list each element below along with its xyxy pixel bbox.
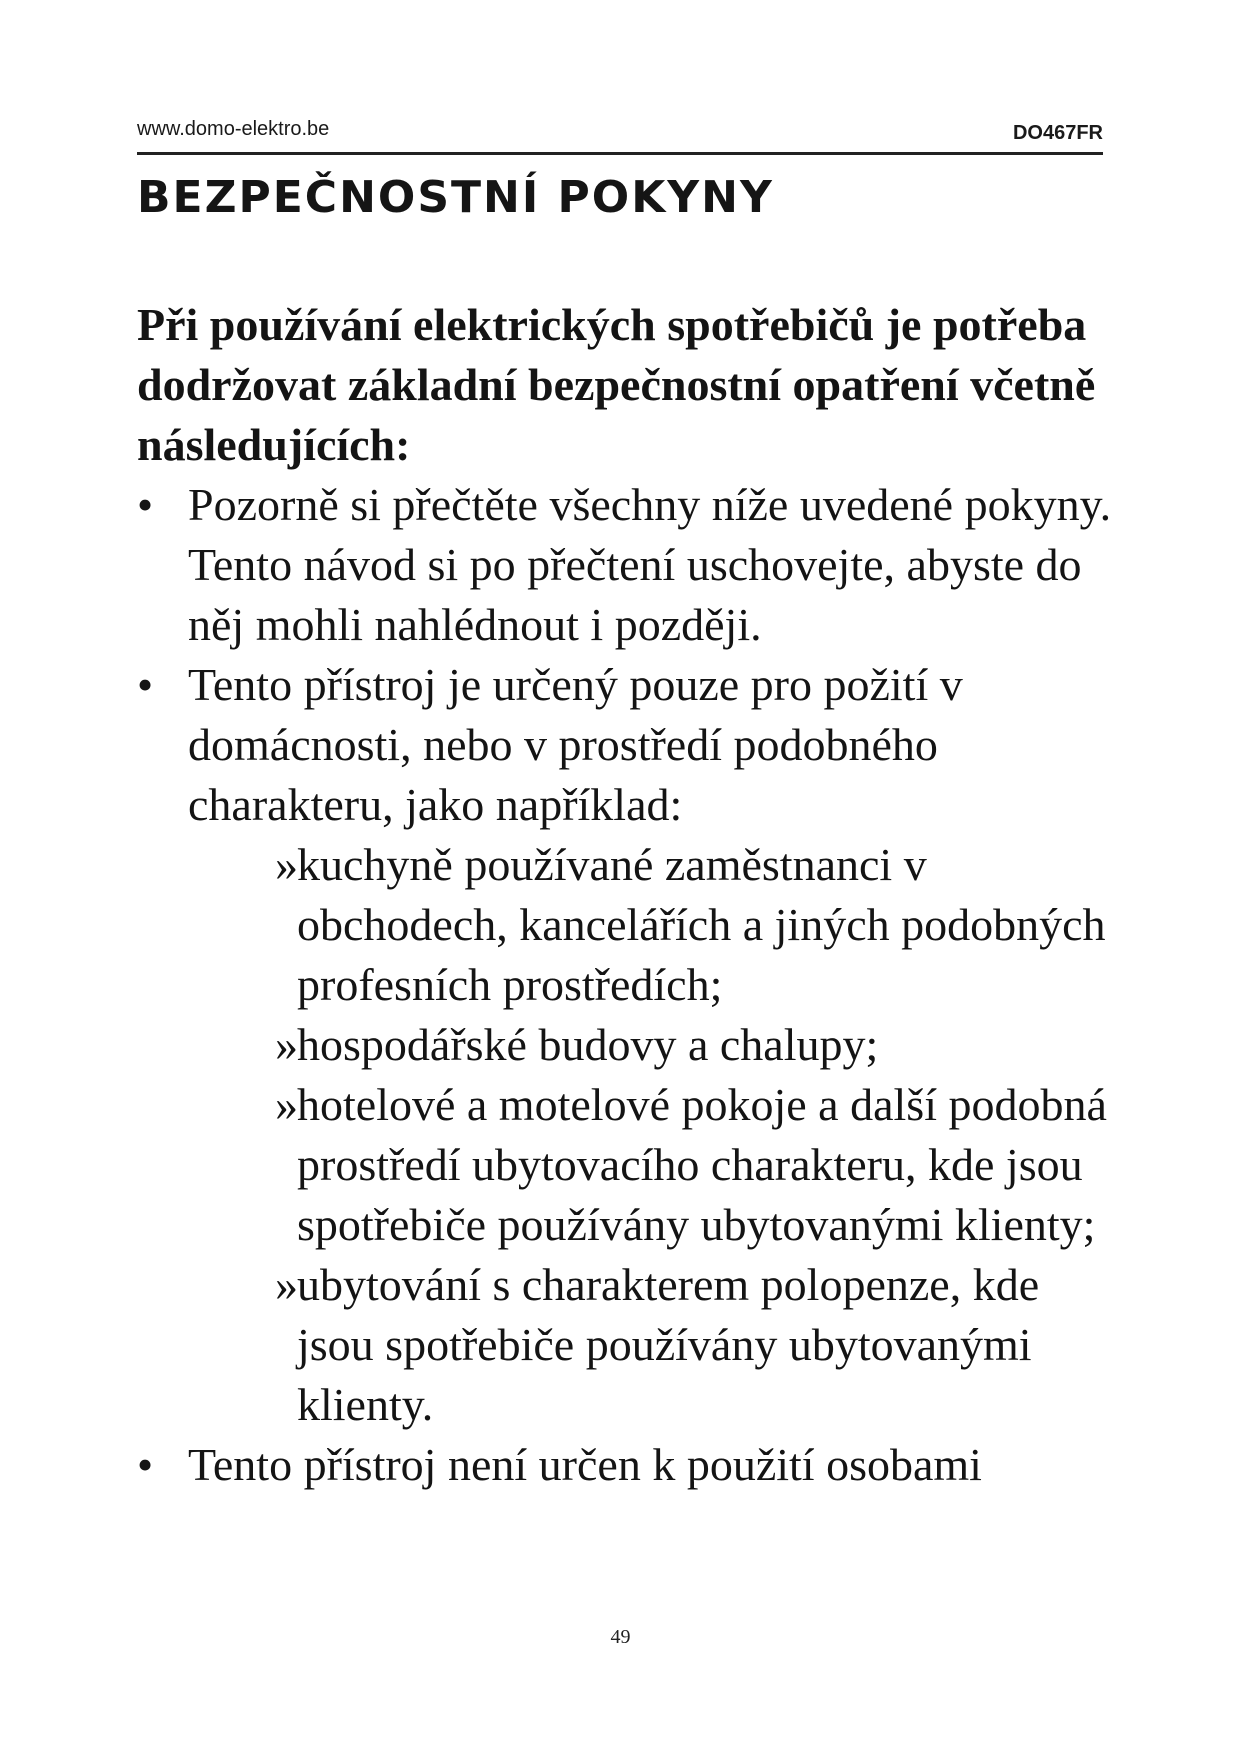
bullet-item bbox=[137, 655, 1127, 835]
website-url: www.domo-elektro.be bbox=[137, 118, 330, 140]
sub-text: ubytování s charakterem polopenze, kde jsou spotřebiče používány ubytovanými klienty. bbox=[297, 1259, 1040, 1430]
bullet-text: Tento přístroj není určen k použití osobami bbox=[188, 1439, 982, 1490]
bullet-marker: • bbox=[137, 1439, 154, 1490]
intro-paragraph: Při používání elektrických spotřebičů je potřeba dodržovat základní bezpečnostní opatření včetně následujících: bbox=[137, 299, 1096, 470]
sub-marker: » bbox=[275, 1079, 298, 1130]
sub-marker: » bbox=[275, 1019, 298, 1070]
sub-item bbox=[275, 1015, 1127, 1075]
sub-marker: » bbox=[275, 1259, 298, 1310]
bullet-item bbox=[137, 1435, 1127, 1495]
page-number: 49 bbox=[610, 1626, 631, 1648]
bullet-item bbox=[137, 475, 1127, 655]
sub-marker: » bbox=[275, 839, 298, 890]
sub-text: hotelové a motelové pokoje a další podobná prostředí ubytovacího charakteru, kde jsou spotřebiče používány ubytovanými klienty; bbox=[297, 1079, 1107, 1250]
bullet-marker: • bbox=[137, 659, 154, 710]
page-header bbox=[137, 118, 1103, 155]
body-text bbox=[137, 295, 1127, 1495]
model-code: DO467FR bbox=[1012, 122, 1103, 144]
section-title: BEZPEČNOSTNÍ POKYNY bbox=[137, 172, 774, 223]
sub-text: kuchyně používané zaměstnanci v obchodech, kancelářích a jiných podobných profesních prostředích; bbox=[297, 839, 1106, 1010]
bullet-text: Pozorně si přečtěte všechny níže uvedené pokyny. Tento návod si po přečtení uschovejte, abyste do něj mohli nahlédnout i později. bbox=[188, 479, 1112, 650]
sub-item bbox=[275, 835, 1127, 1015]
bullet-text: Tento přístroj je určený pouze pro požití v domácnosti, nebo v prostředí podobného charakteru, jako například: bbox=[188, 659, 963, 830]
bullet-marker: • bbox=[137, 479, 154, 530]
sub-item bbox=[275, 1255, 1127, 1435]
sub-text: hospodářské budovy a chalupy; bbox=[297, 1019, 879, 1070]
sub-item bbox=[275, 1075, 1127, 1255]
